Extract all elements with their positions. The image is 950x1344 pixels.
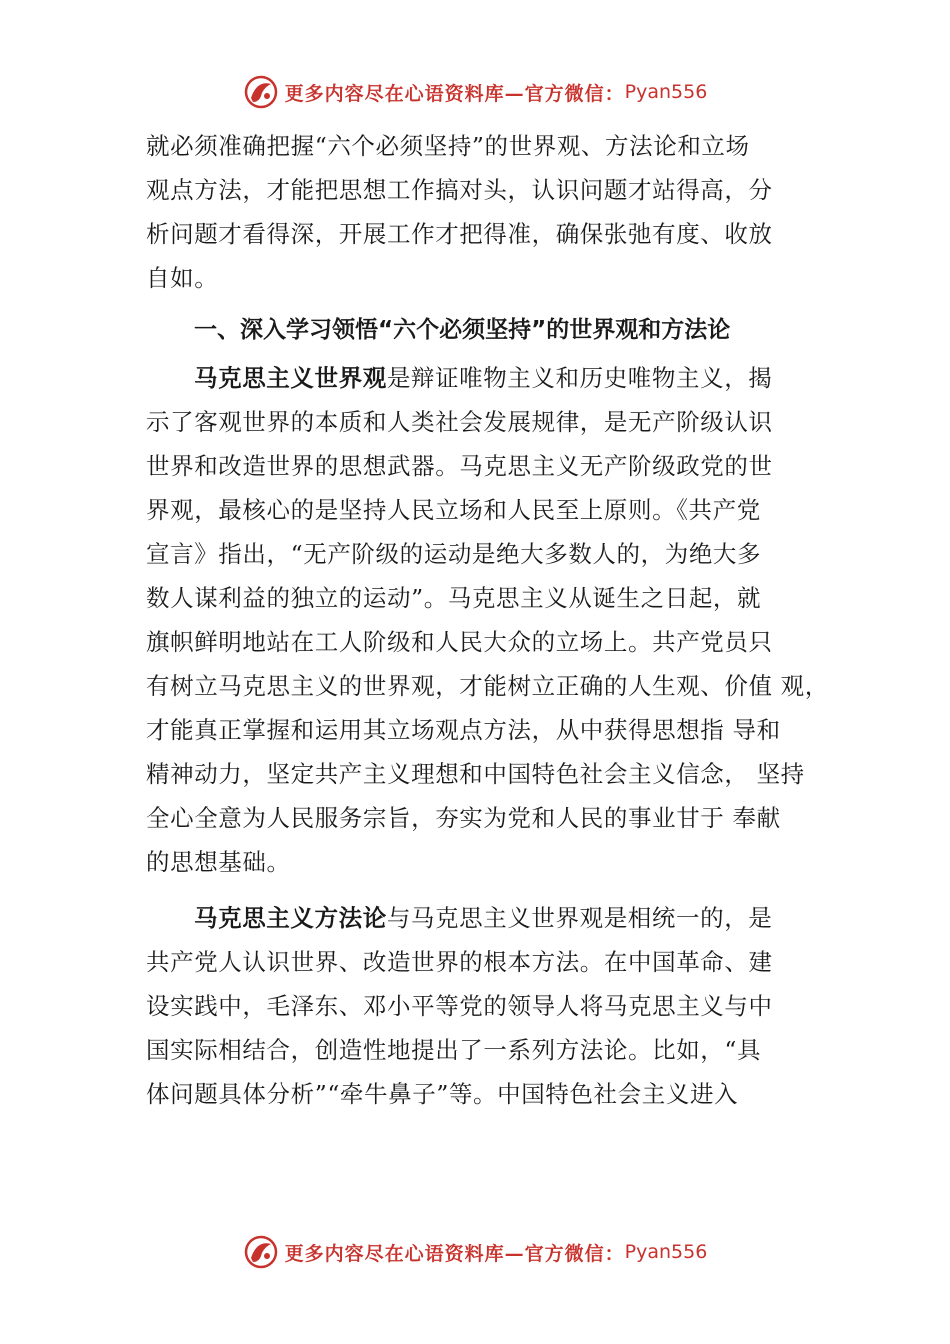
paragraph-lead-term: 马克思主义世界观 [194, 364, 387, 392]
worldview-paragraph [146, 356, 846, 884]
text-line: 共产党人认识世界、改造世界的根本方法。在中国革命、建 [146, 948, 773, 976]
text-line: 旗帜鲜明地站在工人阶级和人民大众的立场上。共产党员只 [146, 628, 773, 656]
footer-watermark [0, 1232, 950, 1272]
text-line: 界观，最核心的是坚持人民立场和人民至上原则。《共产党 [146, 496, 761, 524]
text-line [146, 356, 846, 400]
text-line: 体问题具体分析”“牵牛鼻子”等。中国特色社会主义进入 [146, 1080, 739, 1108]
text-line [146, 896, 846, 940]
text-line: 数人谋利益的独立的运动”。马克思主义从诞生之日起，就 [146, 584, 762, 612]
text-line: 设实践中，毛泽东、邓小平等党的领导人将马克思主义与中 [146, 992, 773, 1020]
watermark-text: 更多内容尽在心语资料库—官方微信： [284, 1242, 625, 1265]
watermark-wechat-id: Pyan556 [624, 1241, 708, 1263]
text-line: 有树立马克思主义的世界观，才能树立正确的人生观、价值 观， [146, 672, 829, 700]
header-watermark [0, 72, 950, 112]
text-line: 析问题才看得深，开展工作才把得准，确保张弛有度、收放 [146, 220, 773, 248]
text-line: 全心全意为人民服务宗旨，夯实为党和人民的事业甘于 奉献 [146, 804, 781, 832]
text-line: 宣言》指出，“无产阶级的运动是绝大多数人的，为绝大多 [146, 540, 762, 568]
library-logo-icon [243, 74, 279, 110]
text-line: 自如。 [146, 264, 219, 292]
library-logo-icon [243, 1234, 279, 1270]
text-line: 的思想基础。 [146, 848, 291, 876]
text-line: 观点方法，才能把思想工作搞对头，认识问题才站得高，分 [146, 176, 773, 204]
text-line: 就必须准确把握“六个必须坚持”的世界观、方法论和立场 [146, 132, 750, 160]
text-line: 示了客观世界的本质和人类社会发展规律，是无产阶级认识 [146, 408, 773, 436]
intro-paragraph [146, 124, 846, 300]
text-line: 国实际相结合，创造性地提出了一系列方法论。比如，“具 [146, 1036, 762, 1064]
paragraph-lead-term: 马克思主义方法论 [194, 904, 387, 932]
watermark-text: 更多内容尽在心语资料库—官方微信： [284, 82, 625, 105]
section-heading: 一、深入学习领悟“六个必须坚持”的世界观和方法论 [194, 317, 731, 343]
text-line: 世界和改造世界的思想武器。马克思主义无产阶级政党的世 [146, 452, 773, 480]
paragraph-first-line-text: 与马克思主义世界观是相统一的，是 [386, 904, 773, 932]
text-line: 精神动力，坚定共产主义理想和中国特色社会主义信念， 坚持 [146, 760, 805, 788]
paragraph-first-line-text: 是辩证唯物主义和历史唯物主义，揭 [386, 364, 773, 392]
methodology-paragraph [146, 896, 846, 1116]
watermark-wechat-id: Pyan556 [624, 81, 708, 103]
text-line: 才能真正掌握和运用其立场观点方法，从中获得思想指 导和 [146, 716, 781, 744]
document-body [146, 124, 846, 1116]
